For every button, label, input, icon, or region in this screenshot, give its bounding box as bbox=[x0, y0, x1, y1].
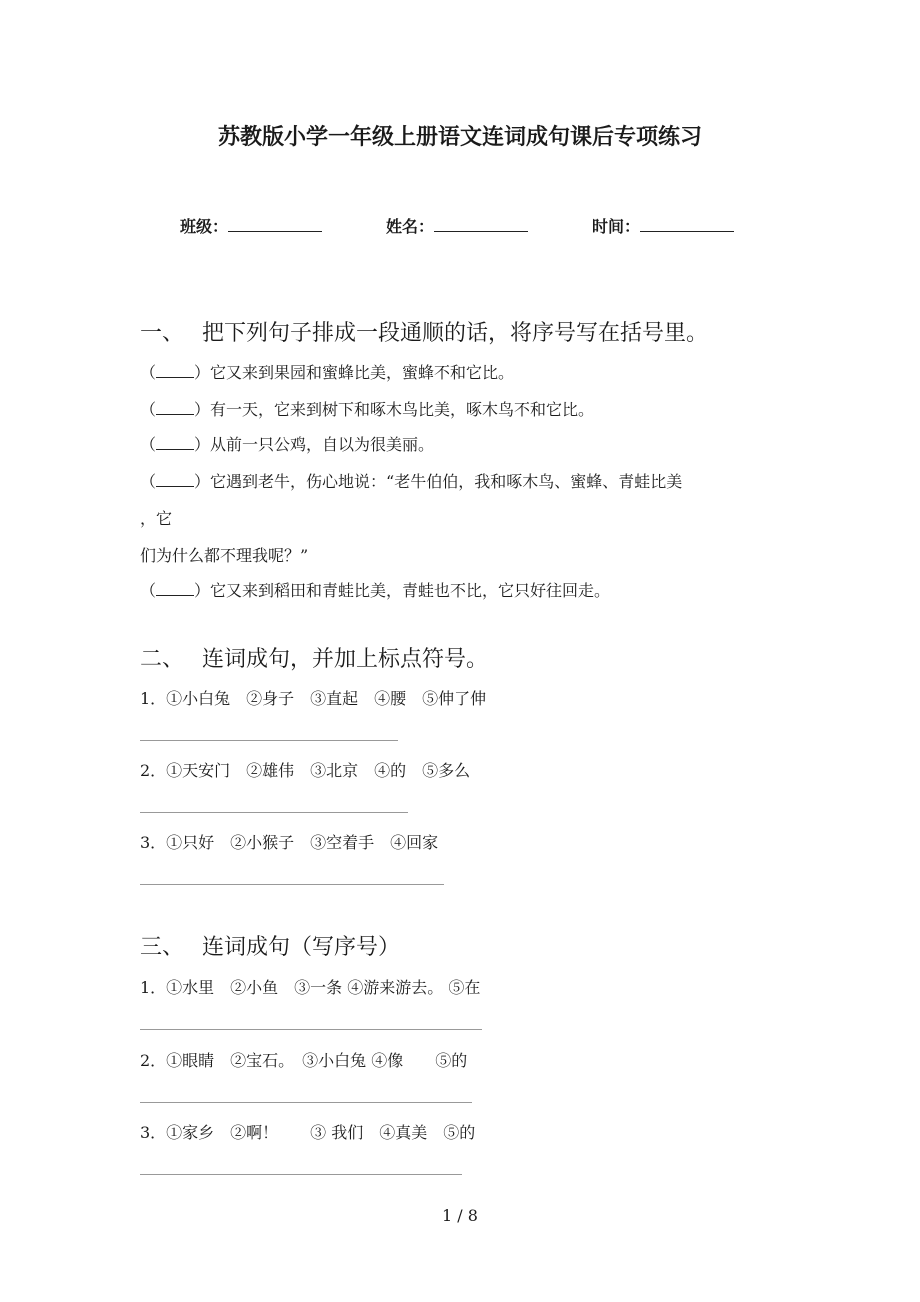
page-number: 1 / 8 bbox=[442, 1206, 478, 1225]
item-text: ）它遇到老牛，伤心地说：“老牛伯伯，我和啄木鸟、蜜蜂、青蛙比美 bbox=[194, 472, 683, 491]
time-field[interactable] bbox=[592, 214, 734, 237]
answer-blank[interactable] bbox=[156, 581, 194, 596]
time-label: 时间： bbox=[592, 217, 641, 236]
section3-answer-line-1[interactable] bbox=[140, 1029, 482, 1030]
name-label: 姓名： bbox=[386, 217, 435, 236]
section3-answer-line-2[interactable] bbox=[140, 1102, 472, 1103]
item-text: ）它又来到稻田和青蛙比美，青蛙也不比，它只好往回走。 bbox=[194, 581, 611, 600]
section1-item-2 bbox=[140, 397, 594, 420]
open-paren: （ bbox=[140, 472, 157, 491]
section3-number: 三、 bbox=[140, 935, 185, 960]
section2-question-1: 1．①小白兔 ②身子 ③直起 ④腰 ⑤伸了伸 bbox=[140, 689, 487, 708]
section1-item-4 bbox=[140, 469, 682, 492]
section2-question-3: 3．①只好 ②小猴子 ③空着手 ④回家 bbox=[140, 833, 439, 852]
section2-heading-text: 连词成句，并加上标点符号。 bbox=[202, 647, 489, 672]
section3-heading-text: 连词成句（写序号） bbox=[202, 935, 401, 960]
answer-blank[interactable] bbox=[156, 472, 194, 487]
section1-item-5 bbox=[140, 578, 610, 601]
open-paren: （ bbox=[140, 435, 157, 454]
section1-number: 一、 bbox=[140, 321, 185, 346]
name-field[interactable] bbox=[386, 214, 528, 237]
section2-answer-line-1[interactable] bbox=[140, 740, 398, 741]
item-text: ）它又来到果园和蜜蜂比美，蜜蜂不和它比。 bbox=[194, 363, 515, 382]
open-paren: （ bbox=[140, 363, 157, 382]
class-blank[interactable] bbox=[228, 217, 322, 232]
item-text: ）有一天，它来到树下和啄木鸟比美，啄木鸟不和它比。 bbox=[194, 400, 595, 419]
section1-item-3 bbox=[140, 432, 434, 455]
section1-item-4-cont2: 们为什么都不理我呢？” bbox=[140, 546, 309, 565]
name-blank[interactable] bbox=[434, 217, 528, 232]
section3-heading bbox=[140, 930, 400, 961]
class-field[interactable] bbox=[180, 214, 322, 237]
section2-question-2: 2．①天安门 ②雄伟 ③北京 ④的 ⑤多么 bbox=[140, 761, 471, 780]
open-paren: （ bbox=[140, 400, 157, 419]
answer-blank[interactable] bbox=[156, 400, 194, 415]
section3-question-3: 3．①家乡 ②啊！ ③ 我们 ④真美 ⑤的 bbox=[140, 1123, 476, 1142]
section3-question-2: 2．①眼睛 ②宝石。 ③小白兔 ④像 ⑤的 bbox=[140, 1051, 468, 1070]
time-blank[interactable] bbox=[640, 217, 734, 232]
section3-question-1: 1．①水里 ②小鱼 ③一条 ④游来游去。 ⑤在 bbox=[140, 978, 481, 997]
answer-blank[interactable] bbox=[156, 435, 194, 450]
section3-answer-line-3[interactable] bbox=[140, 1174, 462, 1175]
answer-blank[interactable] bbox=[156, 363, 194, 378]
section1-heading-text: 把下列句子排成一段通顺的话，将序号写在括号里。 bbox=[202, 321, 709, 346]
item-text: ）从前一只公鸡，自以为很美丽。 bbox=[194, 435, 435, 454]
class-label: 班级： bbox=[180, 217, 229, 236]
section2-answer-line-3[interactable] bbox=[140, 884, 444, 885]
section1-heading bbox=[140, 316, 708, 347]
open-paren: （ bbox=[140, 581, 157, 600]
section1-item-1 bbox=[140, 360, 514, 383]
section2-number: 二、 bbox=[140, 647, 185, 672]
section2-answer-line-2[interactable] bbox=[140, 812, 408, 813]
section2-heading bbox=[140, 642, 488, 673]
page-title: 苏教版小学一年级上册语文连词成句课后专项练习 bbox=[217, 125, 702, 150]
section1-item-4-cont1: ，它 bbox=[140, 509, 173, 528]
